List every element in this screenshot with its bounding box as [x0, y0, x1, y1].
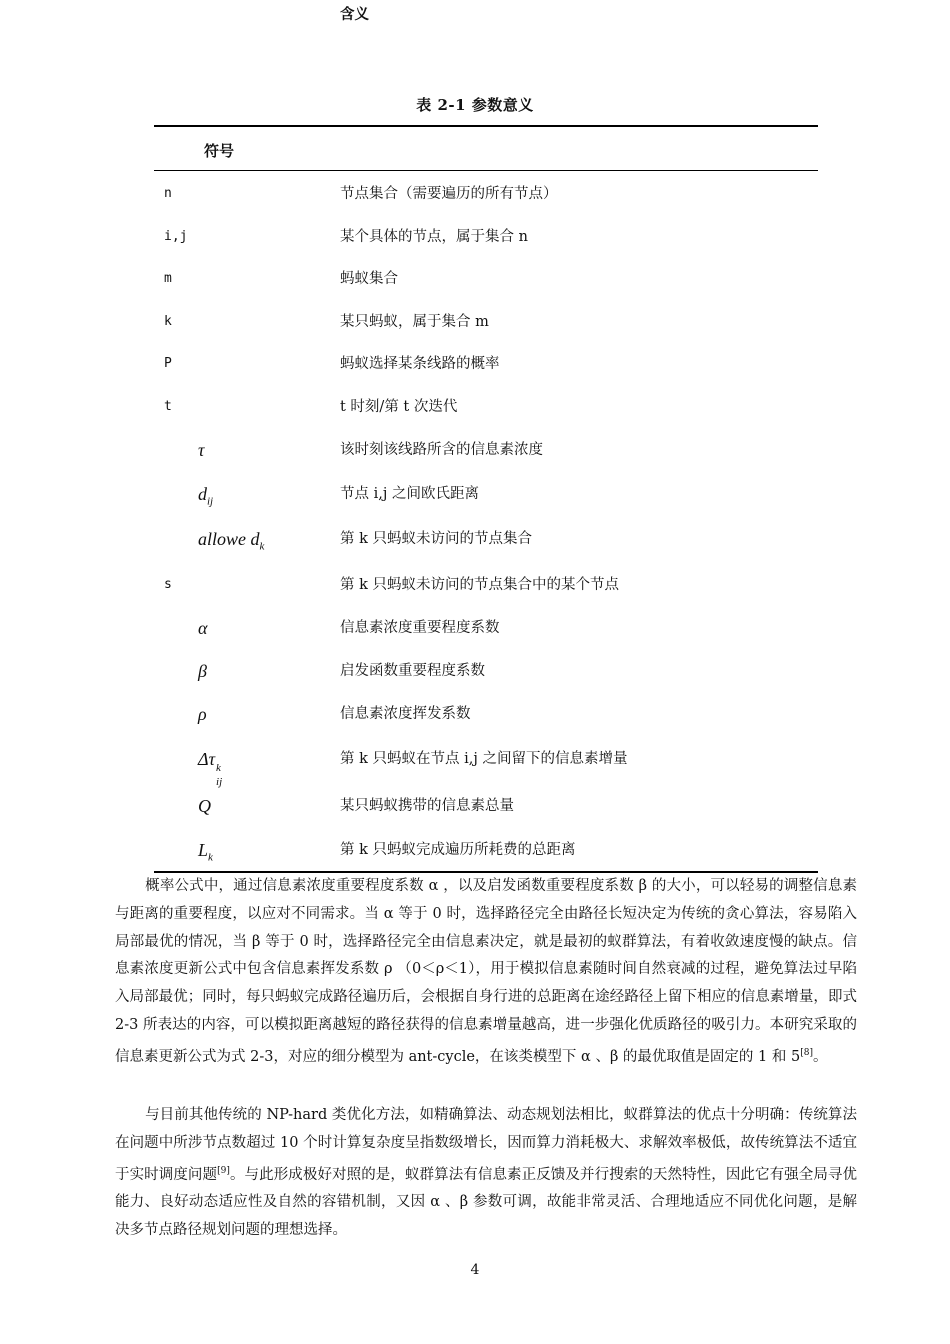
table-row	[154, 791, 818, 821]
table-row	[154, 835, 818, 865]
body-paragraph: 概率公式中，通过信息素浓度重要程度系数 α ，以及启发函数重要程度系数 β 的大小，可以轻易的调整信息素与距离的重要程度，以应对不同需求。当 α 等于 0 时，选择路径完全由路径长短决定为传统的贪心算法，容易陷入局部最优的情况，当 β 等于 0 时，选择路径完全由信息素决定，就是最初的蚁群算法，有着收敛速度慢的缺点。信息素浓度更新公式中包含信息素挥发系数 ρ （0＜ρ＜1），用于模拟信息素随时间自然衰减的过程，避免算法过早陷入局部最优；同时，每只蚂蚁完成路径遍历后，会根据自身行进的总距离在途经路径上留下相应的信息素增量，即式 2-3 所表达的内容，可以模拟距离越短的路径获得的信息素增量越高，进一步强化优质路径的吸引力。本研究采取的信息素更新公式为式 2-3，对应的细分模型为 ant-cycle，在该类模型下 α 、β 的最优取值是固定的 1 和 5[8]。	[115, 878, 857, 1065]
meaning-cell: 蚂蚁集合	[340, 271, 398, 287]
table-caption: 表 2-1 参数意义	[416, 96, 534, 114]
table-row	[154, 570, 818, 600]
table-row	[154, 744, 818, 788]
table-row	[154, 392, 818, 422]
table-row	[154, 699, 818, 729]
meaning-cell: 第 k 只蚂蚁未访问的节点集合	[340, 531, 533, 547]
symbol-cell: Q	[198, 796, 211, 816]
meaning-cell: 第 k 只蚂蚁未访问的节点集合中的某个节点	[340, 577, 620, 593]
symbol-cell: k	[164, 314, 172, 329]
table-row	[154, 222, 818, 252]
symbol-cell: P	[164, 356, 172, 371]
symbol-cell: t	[164, 399, 172, 414]
symbol-cell: $d_{ij}$	[198, 484, 214, 508]
meaning-cell: t 时刻/第 t 次迭代	[340, 399, 458, 415]
table-row	[154, 524, 818, 554]
table-row	[154, 349, 818, 379]
body-paragraph: 与目前其他传统的 NP-hard 类优化方法，如精确算法、动态规划法相比，蚁群算法的优点十分明确：传统算法在问题中所涉节点数超过 10 个时计算复杂度呈指数级增长，因而算力消耗极大、求解效率极低，故传统算法不适宜于实时调度问题[9]。与此形成极好对照的是，蚁群算法有信息素正反馈及并行搜索的天然特性，因此它有强全局寻优能力、良好动态适应性及自然的容错机制，又因 α 、β 参数可调，故能非常灵活、合理地适应不同优化问题，是解决多节点路径规划问题的理想选择。	[115, 1107, 858, 1239]
header-meaning: 含义	[340, 6, 369, 23]
page-number: 4	[470, 1262, 480, 1278]
meaning-cell: 节点集合（需要遍历的所有节点）	[340, 186, 558, 202]
symbol-cell: ρ	[198, 704, 207, 724]
meaning-cell: 信息素浓度挥发系数	[340, 706, 471, 722]
symbol-cell: β	[198, 661, 207, 681]
meaning-cell: 蚂蚁选择某条线路的概率	[340, 356, 500, 372]
symbol-cell: m	[164, 271, 172, 286]
meaning-cell: 某个具体的节点，属于集合 n	[340, 229, 528, 245]
table-row	[154, 435, 818, 465]
symbol-cell: s	[164, 577, 172, 592]
meaning-cell: 第 k 只蚂蚁完成遍历所耗费的总距离	[340, 842, 576, 858]
table-row	[154, 307, 818, 337]
table-row	[154, 179, 818, 209]
symbol-cell: allowe $d_k$	[198, 529, 265, 553]
symbol-cell: Δτ k ij	[198, 749, 223, 788]
meaning-cell: 启发函数重要程度系数	[340, 663, 485, 679]
table-row	[154, 656, 818, 686]
meaning-cell: 某只蚂蚁，属于集合 m	[340, 314, 489, 330]
meaning-cell: 该时刻该线路所含的信息素浓度	[340, 442, 543, 458]
table-row	[154, 479, 818, 509]
header-symbol: 符号	[204, 142, 235, 160]
symbol-cell: α	[198, 618, 208, 638]
meaning-cell: 第 k 只蚂蚁在节点 i,j 之间留下的信息素增量	[340, 751, 628, 767]
table-header-rule	[154, 170, 818, 171]
meaning-cell: 节点 i,j 之间欧氏距离	[340, 486, 479, 502]
table-row	[154, 613, 818, 643]
symbol-cell: τ	[198, 440, 205, 460]
table-row	[154, 264, 818, 294]
symbol-cell: $L_k$	[198, 840, 213, 864]
symbol-cell: n	[164, 186, 172, 201]
meaning-cell: 信息素浓度重要程度系数	[340, 620, 500, 636]
symbol-cell: i,j	[164, 229, 188, 244]
table-top-rule	[154, 125, 818, 127]
meaning-cell: 某只蚂蚁携带的信息素总量	[340, 798, 514, 814]
